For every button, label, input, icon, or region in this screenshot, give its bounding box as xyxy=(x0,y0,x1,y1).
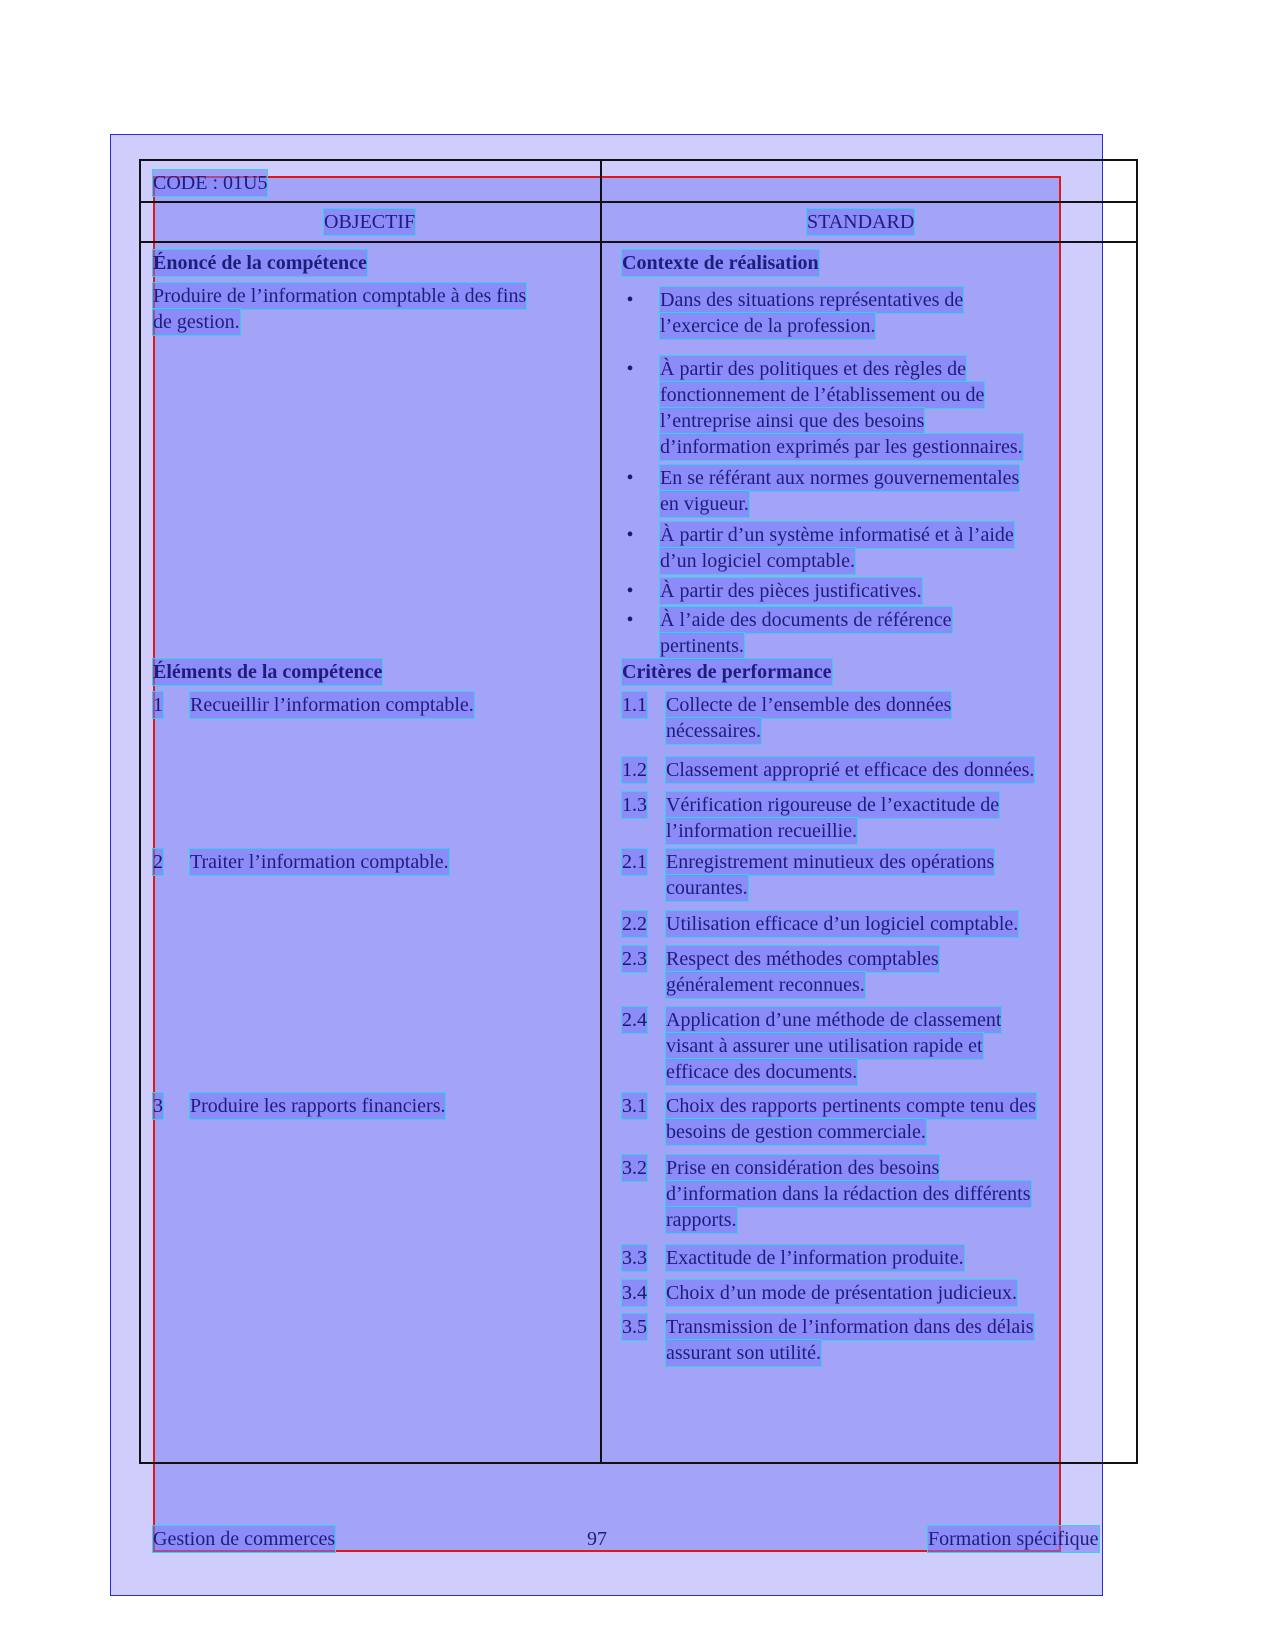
critere-line: Choix d’un mode de présentation judicieux. xyxy=(666,1282,1018,1304)
enonce-title: Énoncé de la compétence xyxy=(153,252,367,274)
critere-line: d’information dans la rédaction des différents xyxy=(666,1183,1031,1205)
enonce-line: de gestion. xyxy=(153,311,240,333)
header-standard: STANDARD xyxy=(807,211,915,233)
footer-page-number: 97 xyxy=(587,1528,607,1550)
contexte-item-line: d’information exprimés par les gestionnaires. xyxy=(660,436,1023,458)
critere-line: Choix des rapports pertinents compte tenu des xyxy=(666,1095,1036,1117)
bullet-icon: • xyxy=(626,609,634,631)
bullet-icon: • xyxy=(626,524,634,546)
footer-right: Formation spécifique xyxy=(928,1528,1099,1550)
elements-title: Éléments de la compétence xyxy=(153,661,383,683)
table-top-border xyxy=(139,159,1138,161)
critere-line: courantes. xyxy=(666,877,748,899)
bullet-icon: • xyxy=(626,358,634,380)
table-code-row-border xyxy=(139,201,1138,203)
critere-number: 3.5 xyxy=(622,1316,647,1338)
bullet-icon: • xyxy=(626,580,634,602)
critere-line: Enregistrement minutieux des opérations xyxy=(666,851,995,873)
table-bottom-border xyxy=(139,1462,1138,1464)
contexte-item-line: l’entreprise ainsi que des besoins xyxy=(660,410,925,432)
critere-number: 3.4 xyxy=(622,1282,647,1304)
table-left-border xyxy=(139,159,141,1463)
critere-number: 3.3 xyxy=(622,1247,647,1269)
code-label: CODE : 01U5 xyxy=(153,172,268,194)
critere-line: Collecte de l’ensemble des données xyxy=(666,694,952,716)
element-label: Traiter l’information comptable. xyxy=(190,851,449,873)
footer-left: Gestion de commerces xyxy=(153,1528,336,1550)
contexte-title: Contexte de réalisation xyxy=(622,252,819,274)
contexte-item-line: À partir d’un système informatisé et à l’aide xyxy=(660,524,1014,546)
contexte-item-line: l’exercice de la profession. xyxy=(660,315,876,337)
element-label: Recueillir l’information comptable. xyxy=(190,694,474,716)
table-header-row-border xyxy=(139,241,1138,243)
critere-line: visant à assurer une utilisation rapide et xyxy=(666,1035,983,1057)
criteres-title: Critères de performance xyxy=(622,661,832,683)
contexte-item-line: À partir des politiques et des règles de xyxy=(660,358,967,380)
critere-line: assurant son utilité. xyxy=(666,1342,821,1364)
contexte-item-line: En se référant aux normes gouvernementales xyxy=(660,467,1020,489)
table-center-divider xyxy=(600,159,602,1463)
element-number: 1 xyxy=(153,694,163,716)
critere-line: Utilisation efficace d’un logiciel comptable. xyxy=(666,913,1019,935)
critere-line: Respect des méthodes comptables xyxy=(666,948,939,970)
critere-line: Exactitude de l’information produite. xyxy=(666,1247,964,1269)
critere-number: 2.3 xyxy=(622,948,647,970)
element-label: Produire les rapports financiers. xyxy=(190,1095,446,1117)
critere-line: Prise en considération des besoins xyxy=(666,1157,940,1179)
critere-number: 1.1 xyxy=(622,694,647,716)
critere-line: généralement reconnues. xyxy=(666,974,865,996)
enonce-line: Produire de l’information comptable à des fins xyxy=(153,285,527,307)
bullet-icon: • xyxy=(626,467,634,489)
bullet-icon: • xyxy=(626,289,634,311)
critere-number: 2.2 xyxy=(622,913,647,935)
contexte-item-line: d’un logiciel comptable. xyxy=(660,550,855,572)
critere-number: 1.3 xyxy=(622,794,647,816)
element-number: 3 xyxy=(153,1095,163,1117)
contexte-item-line: en vigueur. xyxy=(660,493,749,515)
critere-line: nécessaires. xyxy=(666,720,761,742)
table-right-border xyxy=(1136,159,1138,1463)
critere-number: 3.1 xyxy=(622,1095,647,1117)
contexte-item-line: À l’aide des documents de référence xyxy=(660,609,952,631)
critere-line: Transmission de l’information dans des délais xyxy=(666,1316,1034,1338)
critere-line: Application d’une méthode de classement xyxy=(666,1009,1002,1031)
critere-line: Classement approprié et efficace des données. xyxy=(666,759,1035,781)
critere-line: l’information recueillie. xyxy=(666,820,858,842)
contexte-item-line: Dans des situations représentatives de xyxy=(660,289,964,311)
critere-number: 2.4 xyxy=(622,1009,647,1031)
critere-number: 3.2 xyxy=(622,1157,647,1179)
critere-line: besoins de gestion commerciale. xyxy=(666,1121,926,1143)
critere-number: 1.2 xyxy=(622,759,647,781)
contexte-item-line: À partir des pièces justificatives. xyxy=(660,580,922,602)
contexte-item-line: pertinents. xyxy=(660,635,744,657)
critere-number: 2.1 xyxy=(622,851,647,873)
critere-line: Vérification rigoureuse de l’exactitude de xyxy=(666,794,1000,816)
critere-line: rapports. xyxy=(666,1209,737,1231)
element-number: 2 xyxy=(153,851,163,873)
contexte-item-line: fonctionnement de l’établissement ou de xyxy=(660,384,985,406)
critere-line: efficace des documents. xyxy=(666,1061,858,1083)
header-objectif: OBJECTIF xyxy=(324,211,416,233)
